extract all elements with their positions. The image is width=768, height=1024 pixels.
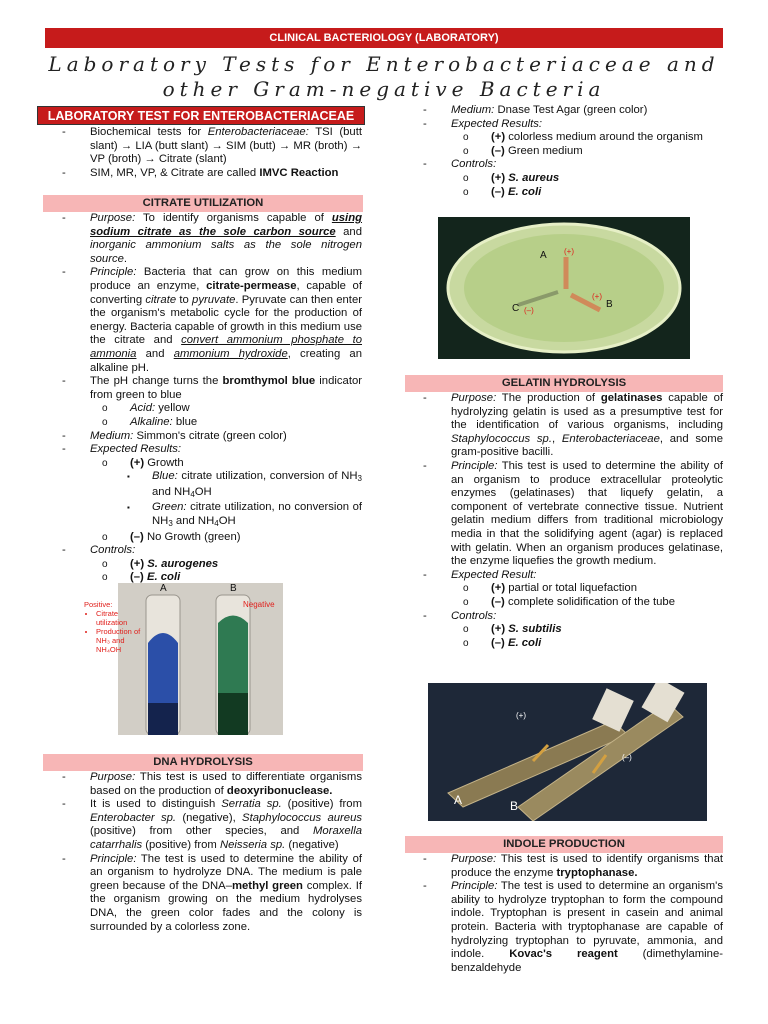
indole-purpose: - Purpose: This test is used to identify organisms that produce the enzyme tryptophanase. [423, 853, 723, 880]
annotation-positive-item: • Citrate utilization [96, 609, 146, 627]
title-line-1: Laboratory Tests for Enterobacteriaceae and [48, 52, 720, 76]
section-heading-dna: DNA HYDROLYSIS [43, 754, 363, 771]
annotation-positive-list [84, 609, 146, 654]
dna-medium: - Medium: Dnase Test Agar (green color) [423, 104, 723, 118]
citrate-positive: o (+) Growth [102, 457, 362, 471]
course-banner: CLINICAL BACTERIOLOGY (LABORATORY) [45, 28, 723, 48]
section-heading-citrate: CITRATE UTILIZATION [43, 195, 363, 212]
citrate-negative: o (–) No Growth (green) [102, 531, 362, 545]
annotation-positive-title: Positive: [84, 600, 113, 609]
citrate-content [62, 212, 362, 585]
dnase-plate-photo [438, 217, 690, 359]
dna-control-negative: o (–) E. coli [463, 186, 723, 200]
dnase-label-b: B [606, 299, 613, 310]
citrate-blue: ▪ Blue: citrate utilization, conversion of $NH_3$ and $NH_4OH$ [127, 470, 362, 501]
dna-controls: - Controls: [423, 158, 723, 172]
gelatin-minus: (–) [622, 753, 632, 762]
intro-item-biochem: - Biochemical tests for Enterobacteriaceae: TSI (butt slant) → LIA (butt slant) → SIM (butt) → MR (broth) → VP (broth) → Citrate (slant) [62, 126, 362, 167]
indole-principle: - Principle: The test is used to determine an organism's ability to hydrolyze tryptophan to form the compound indole. Tryptophan is present in casein and animal protein. Bacteria with tryptophanase are capable of hydrolyzing tryptophan to pyruvate, ammonia, and indole. Kovac's reagent (dimethylamine-benzaldehyde [423, 880, 723, 975]
section-heading-gelatin: GELATIN HYDROLYSIS [405, 375, 723, 392]
dna-control-positive: o (+) S. aureus [463, 172, 723, 186]
citrate-positive-annotation [84, 600, 146, 654]
indole-content [423, 853, 723, 975]
gelatin-plus: (+) [516, 711, 526, 720]
dna-use: - It is used to distinguish Serratia sp. (positive) from Enterobacter sp. (negative), Staphylococcus aureus (positive) from other species, and Moraxella catarrhalis (positive) from Neisseria sp. (negative) [62, 798, 362, 852]
dna-expected: - Expected Results: [423, 118, 723, 132]
gelatin-negative: o (–) complete solidification of the tube [463, 596, 723, 610]
section-heading-enterobacteriaceae: LABORATORY TEST FOR ENTEROBACTERIACEAE [37, 106, 365, 125]
section-heading-indole: INDOLE PRODUCTION [405, 836, 723, 853]
intro-list [62, 126, 362, 180]
dnase-plate-drawing [438, 217, 690, 359]
citrate-controls: - Controls: [62, 544, 362, 558]
citrate-alkaline: o Alkaline: blue [102, 416, 362, 430]
gelatin-control-positive: o (+) S. subtilis [463, 623, 723, 637]
dnase-plus-b: (+) [592, 292, 602, 301]
title-line-2: other Gram-negative Bacteria [162, 77, 606, 101]
citrate-green: ▪ Green: citrate utilization, no conversion of $NH_3$ and $NH_4OH$ [127, 501, 362, 530]
citrate-fig-label-a: A [160, 583, 167, 594]
gelatin-label-b: B [510, 799, 519, 813]
citrate-expected: - Expected Results: [62, 443, 362, 457]
dna-purpose: - Purpose: This test is used to differentiate organisms based on the production of deoxyribonuclease. [62, 771, 362, 798]
gelatin-expected: - Expected Result: [423, 569, 723, 583]
gelatin-tubes-drawing [428, 683, 707, 821]
gelatin-principle: - Principle: This test is used to determine the ability of an organism to produce extracellular proteolytic enzymes (gelatinases) that liquefy gelatin, a component of vertebrate connective tissue. Nutrient gelatin medium differs from traditional microbiology media in that the solidifying agent (agar) is replaced with gelatin. When an organism produces gelatinase, the enzyme liquefies the growth medium. [423, 460, 723, 569]
dna-principle: - Principle: The test is used to determine the ability of an organism to hydrolyze DNA. The medium is pale green because of the DNA–methyl green complex. If the organism growing on the medium hydrolyses DNA, the green color fades and the colony is surrounded by a colorless zone. [62, 853, 362, 935]
citrate-purpose: - Purpose: To identify organisms capable of using sodium citrate as the sole carbon source and inorganic ammonium salts as the sole nitrogen source. [62, 212, 362, 266]
dna-content [62, 771, 362, 934]
citrate-fig-label-b: B [230, 583, 237, 594]
intro-item-imvc: - SIM, MR, VP, & Citrate are called IMVC Reaction [62, 167, 362, 181]
gelatin-tubes-photo [428, 683, 707, 821]
annotation-positive-item: • Production of NH₃ and NH₄OH [96, 627, 146, 654]
gelatin-controls: - Controls: [423, 610, 723, 624]
citrate-control-negative: o (–) E. coli [102, 571, 362, 585]
citrate-control-positive: o (+) S. aurogenes [102, 558, 362, 572]
citrate-negative-annotation: Negative [243, 600, 275, 609]
dnase-minus-c: (–) [524, 306, 534, 315]
dna-positive: o (+) colorless medium around the organism [463, 131, 723, 145]
citrate-principle: - Principle: Bacteria that can grow on this medium produce an enzyme, citrate-permease, capable of converting citrate to pyruvate. Pyruvate can then enter the organism's metabolic cycle for the production of energy. Bacteria capable of growth in this medium use the citrate and convert ammonium phosphate to ammonia and ammonium hydroxide, creating an alkaline pH. [62, 266, 362, 375]
dna-continued [423, 104, 723, 199]
gelatin-positive: o (+) partial or total liquefaction [463, 582, 723, 596]
citrate-medium: - Medium: Simmon's citrate (green color) [62, 430, 362, 444]
gelatin-purpose: - Purpose: The production of gelatinases capable of hydrolyzing gelatin is used as a presumptive test for the identification of various organisms, including Staphylococcus sp., Enterobacteriaceae, and some gram-positive bacilli. [423, 392, 723, 460]
dnase-label-c: C [512, 303, 520, 314]
gelatin-control-negative: o (–) E. coli [463, 637, 723, 651]
dnase-label-a: A [540, 250, 547, 261]
page-title [20, 52, 748, 102]
dna-negative: o (–) Green medium [463, 145, 723, 159]
gelatin-label-a: A [454, 793, 463, 807]
dnase-plus-a: (+) [564, 247, 574, 256]
gelatin-content [423, 392, 723, 650]
citrate-ph-change: - The pH change turns the bromthymol blue indicator from green to blue [62, 375, 362, 402]
citrate-acid: o Acid: yellow [102, 402, 362, 416]
